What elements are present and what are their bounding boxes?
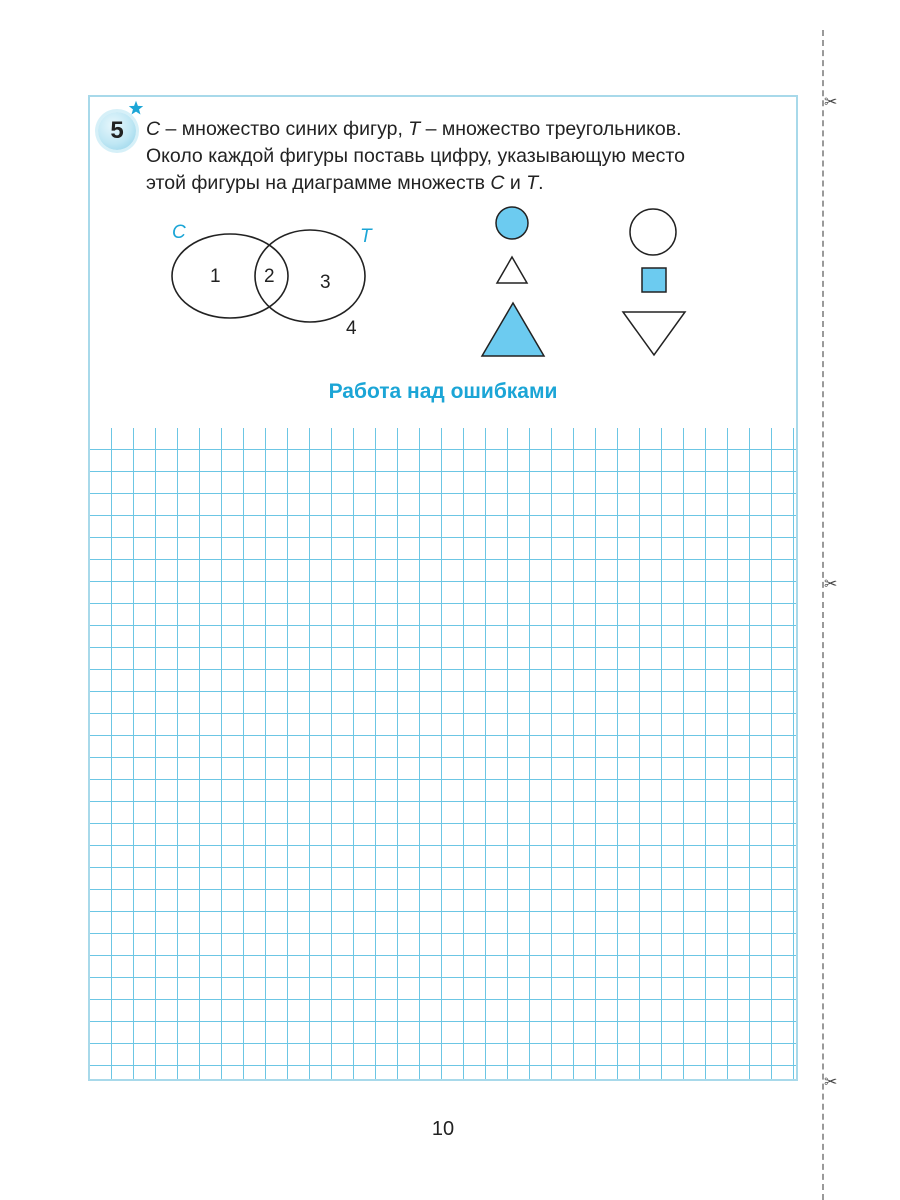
blue-square-shape — [642, 268, 666, 292]
task-number-badge: 5 — [98, 112, 136, 150]
set-name: C — [490, 172, 505, 194]
task-text-segment: – множество синих фигур, — [160, 118, 409, 140]
large-blue-triangle-shape — [482, 303, 544, 356]
cut-line — [822, 30, 824, 1200]
task-text — [146, 116, 786, 197]
task-text-line — [146, 143, 786, 170]
task-text-segment: этой фигуры на диаграмме множеств — [146, 172, 491, 194]
region-1-label: 1 — [210, 266, 221, 287]
inverted-white-triangle-shape — [623, 312, 685, 355]
set-name: T — [408, 118, 421, 140]
region-2-label: 2 — [264, 266, 275, 287]
small-white-triangle-shape — [497, 257, 527, 283]
set-name: T — [526, 172, 539, 194]
task-text-segment: Около каждой фигуры поставь цифру, указывающую место — [146, 145, 685, 167]
task-text-segment: и — [504, 172, 527, 194]
task-text-line — [146, 170, 786, 197]
squared-grid-area[interactable] — [90, 428, 796, 1079]
region-4-label: 4 — [346, 318, 357, 339]
task-text-line — [146, 116, 786, 143]
white-circle-shape — [630, 209, 676, 255]
scissors-icon: ✂ — [824, 1074, 838, 1091]
shapes-panel — [470, 200, 700, 365]
blue-circle-shape — [496, 207, 528, 239]
set-name: C — [146, 118, 161, 140]
star-icon — [128, 100, 144, 116]
scissors-icon: ✂ — [824, 94, 838, 111]
section-title: Работа над ошибками — [328, 380, 558, 403]
set-t-label: T — [360, 226, 372, 247]
task-text-segment: . — [538, 172, 544, 194]
task-text-segment: – множество треугольников. — [420, 118, 682, 140]
region-3-label: 3 — [320, 272, 331, 293]
scissors-icon: ✂ — [824, 576, 838, 593]
set-c-label: C — [172, 222, 186, 243]
venn-diagram — [160, 212, 390, 342]
page-number: 10 — [431, 1118, 455, 1140]
